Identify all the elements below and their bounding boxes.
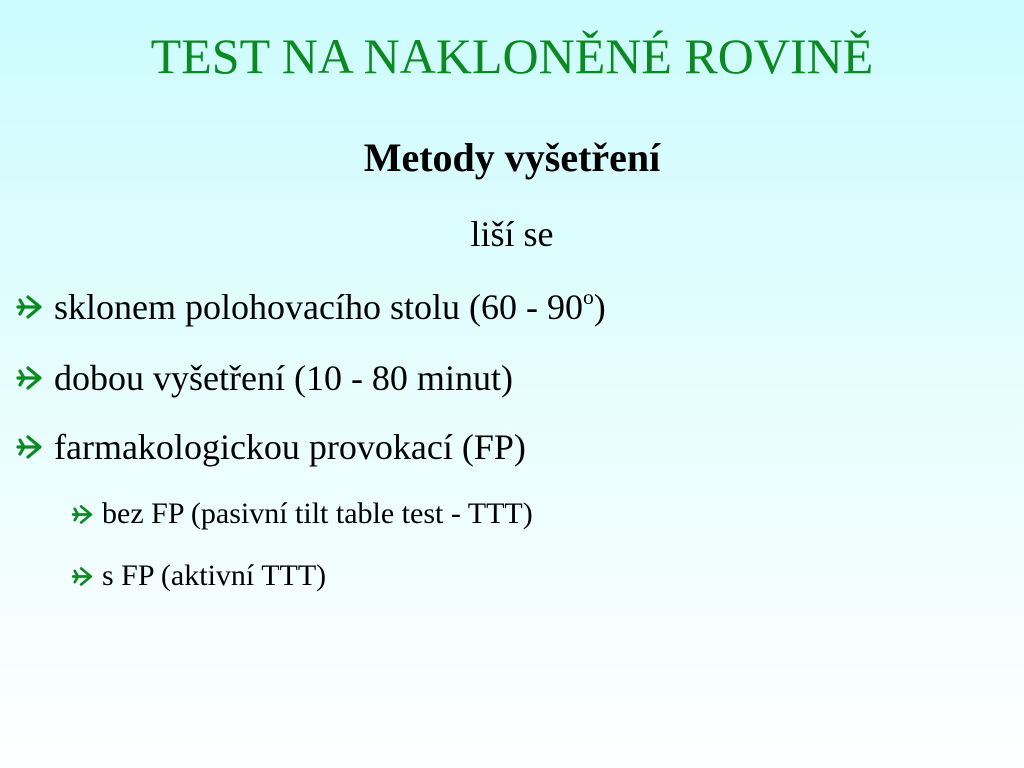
slide-title: TEST NA NAKLONĚNÉ ROVINĚ	[150, 28, 874, 84]
slide-subtitle: Metody vyšetření	[363, 135, 661, 180]
airplane-icon	[70, 564, 102, 589]
intro-text: liší se	[470, 214, 554, 254]
airplane-icon	[14, 292, 54, 322]
sub-bullet-item-passive	[70, 494, 533, 534]
bullet-item-pharmacological	[14, 423, 526, 471]
airplane-icon	[14, 363, 54, 393]
bullet-item-tilt-angle	[14, 283, 606, 331]
bullet-text: dobou vyšetření (10 - 80 minut)	[54, 358, 513, 398]
airplane-icon	[14, 432, 54, 462]
airplane-icon	[70, 502, 102, 527]
bullet-text: farmakologickou provokací (FP)	[54, 427, 526, 467]
sub-bullet-text: s FP (aktivní TTT)	[102, 559, 327, 592]
sub-bullet-text: bez FP (pasivní tilt table test - TTT)	[102, 497, 533, 530]
bullet-item-duration	[14, 354, 513, 402]
bullet-text: sklonem polohovacího stolu (60 - 90$^o$)	[54, 284, 606, 327]
sub-bullet-item-active	[70, 556, 326, 596]
